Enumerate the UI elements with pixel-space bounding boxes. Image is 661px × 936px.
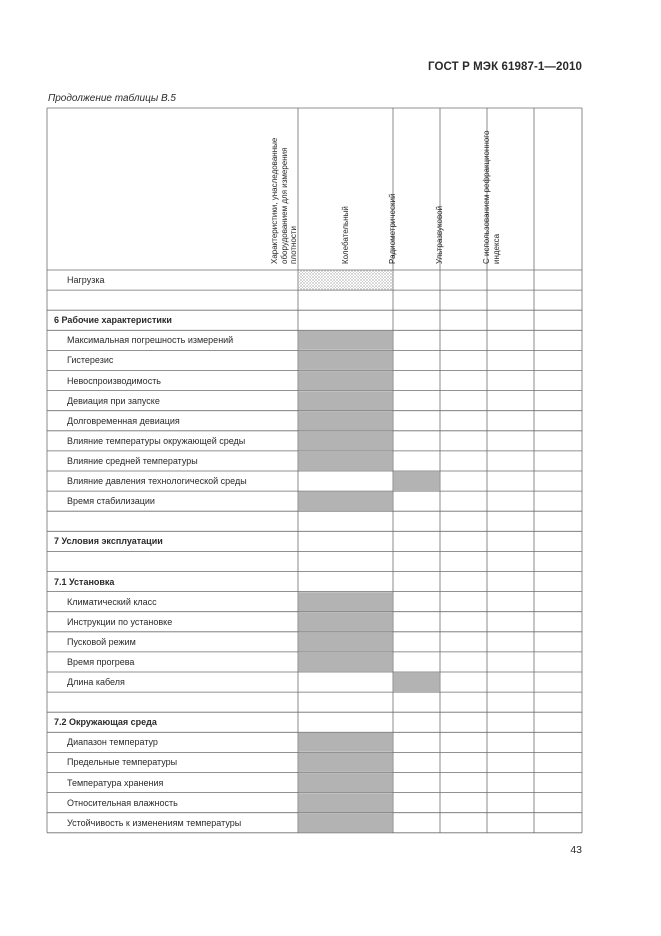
shaded-cell — [299, 431, 393, 450]
row-label: Пусковой режим — [67, 636, 136, 647]
row-label: Нагрузка — [67, 275, 105, 285]
shaded-cell — [299, 773, 393, 792]
shaded-cell — [299, 391, 393, 410]
shaded-cell — [299, 492, 393, 511]
section-heading: 6 Рабочие характеристики — [54, 315, 172, 326]
column-header: Колебательный — [340, 206, 350, 264]
section-heading: 7.2 Окружающая среда — [54, 717, 157, 728]
column-header: Ультразвуковой — [434, 205, 444, 264]
section-heading: 7.1 Установка — [54, 576, 115, 587]
row-label: Влияние температуры окружающей среды — [67, 435, 246, 446]
document-standard-header: ГОСТ Р МЭК 61987-1—2010 — [428, 61, 582, 73]
shaded-cell — [299, 411, 393, 430]
dotted-cell — [299, 271, 393, 290]
row-label: Влияние давления технологической среды — [67, 476, 247, 486]
row-label: Температура хранения — [67, 777, 164, 788]
shaded-cell — [299, 331, 393, 350]
row-label: Гистерезис — [67, 355, 114, 366]
row-label: Инструкции по установке — [67, 616, 173, 627]
column-header: Характеристики, унаследованные оборудованием для измерения плотности — [269, 137, 298, 264]
row-label: Устойчивость к изменениям температуры — [67, 817, 242, 828]
row-label: Время прогрева — [67, 656, 135, 667]
table-caption: Продолжение таблицы В.5 — [48, 93, 176, 104]
column-header: Радиометрический — [387, 193, 397, 264]
row-label: Максимальная погрешность измерений — [67, 335, 234, 346]
row-label: Длина кабеля — [67, 677, 125, 687]
row-label: Климатический класс — [67, 596, 157, 607]
shaded-cell — [394, 472, 440, 491]
row-label: Невоспроизводимость — [67, 375, 161, 386]
shaded-cell — [299, 653, 393, 672]
shaded-cell — [394, 673, 440, 692]
shaded-cell — [299, 813, 393, 832]
shaded-cell — [299, 612, 393, 631]
row-label: Относительная влажность — [67, 797, 178, 808]
section-heading: 7 Условия эксплуатации — [54, 536, 163, 547]
page-number: 43 — [570, 844, 582, 856]
shaded-cell — [299, 793, 393, 812]
shaded-cell — [299, 632, 393, 651]
row-label: Влияние средней температуры — [67, 455, 198, 466]
row-label: Диапазон температур — [67, 737, 158, 748]
column-header: С использованием рефракционного индекса — [482, 130, 501, 264]
row-label: Время стабилизации — [67, 496, 155, 507]
row-label: Предельные температуры — [67, 757, 178, 768]
shaded-cell — [299, 452, 393, 471]
shaded-cell — [299, 371, 393, 390]
shaded-cell — [299, 753, 393, 772]
row-label: Долговременная девиация — [67, 415, 180, 426]
shaded-cell — [299, 351, 393, 370]
shaded-cell — [299, 592, 393, 611]
row-label: Девиация при запуске — [67, 395, 160, 406]
shaded-cell — [299, 733, 393, 752]
